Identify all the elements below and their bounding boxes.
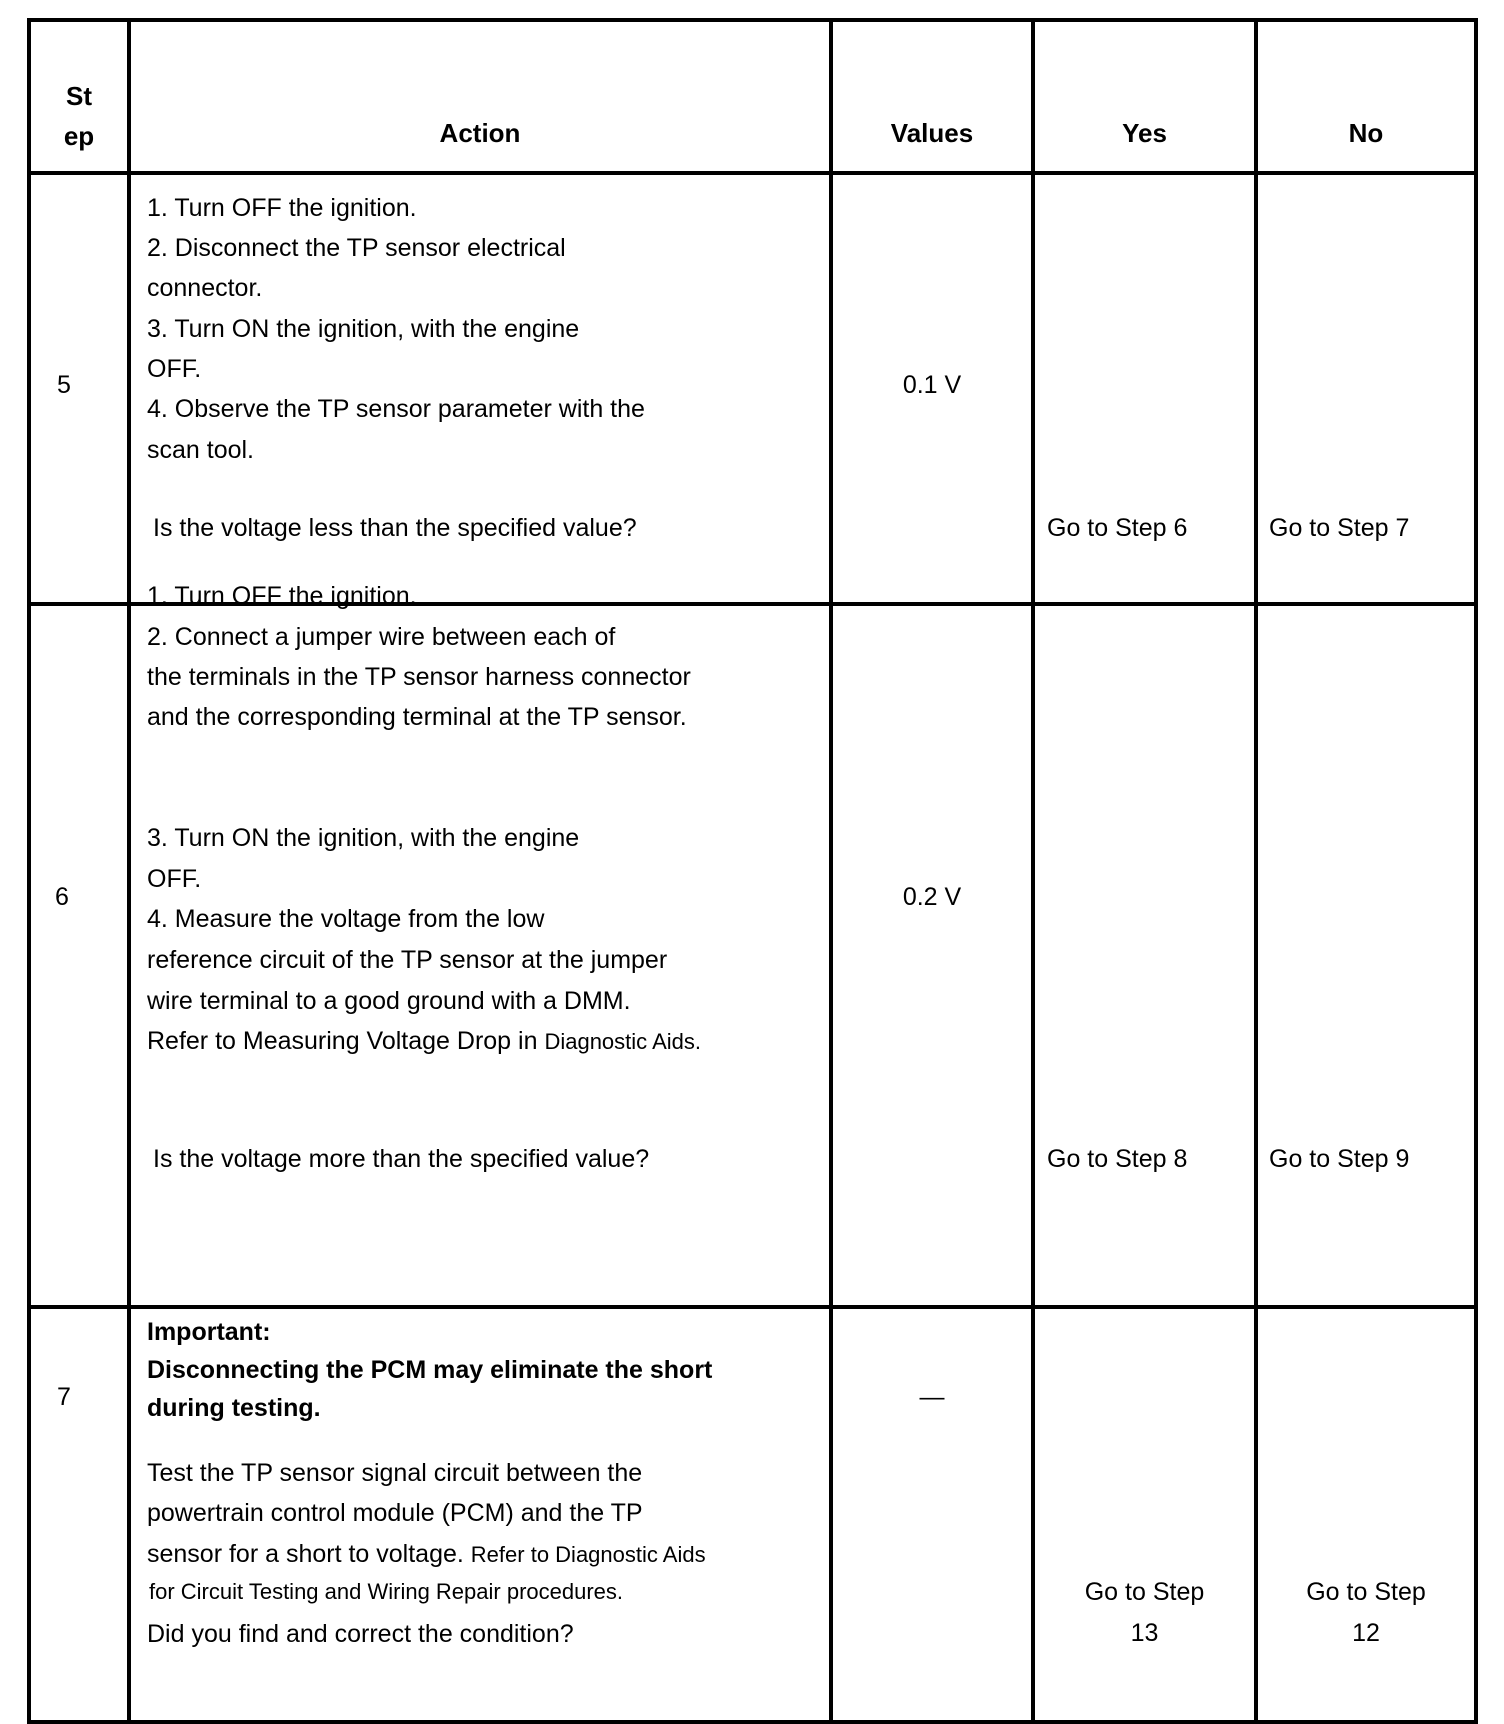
question-text: Is the voltage more than the specified value?: [153, 1145, 650, 1173]
action-line: [147, 1019, 701, 1064]
header-values: Values: [890, 118, 974, 148]
diagnostic-table: [27, 18, 1478, 1724]
row-divider: [27, 1305, 1478, 1309]
action-line: and the corresponding terminal at the TP sensor.: [147, 703, 687, 731]
action-line: 2. Connect a jumper wire between each of: [147, 623, 616, 651]
table-border-right: [1474, 18, 1478, 1724]
action-line: powertrain control module (PCM) and the TP: [147, 1499, 643, 1527]
action-line: the terminals in the TP sensor harness connector: [147, 663, 691, 691]
yes-cell-line: 13: [1130, 1619, 1159, 1647]
diagnostic-aids-reference: Refer to Diagnostic Aids: [470, 1542, 706, 1567]
table-border-bottom: [27, 1720, 1478, 1724]
column-divider: [1254, 18, 1258, 1724]
action-line: 1. Turn OFF the ignition.: [147, 194, 417, 222]
question-text: Did you find and correct the condition?: [147, 1620, 574, 1648]
header-step-line: St: [66, 81, 92, 111]
action-line-text: Refer to Measuring Voltage Drop in: [147, 1027, 538, 1055]
header-divider: [27, 171, 1478, 175]
step-number: 6: [55, 883, 69, 911]
value-cell: 0.2 V: [902, 883, 962, 911]
table-border-left: [27, 18, 31, 1724]
important-label: Important:: [147, 1318, 271, 1346]
step-number: 5: [57, 371, 71, 399]
header-no: No: [1348, 118, 1384, 148]
yes-cell-line: Go to Step: [1084, 1578, 1205, 1606]
header-action: Action: [439, 118, 521, 148]
yes-cell: Go to Step 6: [1047, 514, 1188, 542]
action-line: 4. Observe the TP sensor parameter with the: [147, 395, 645, 423]
action-line: 3. Turn ON the ignition, with the engine: [147, 824, 580, 852]
action-line: OFF.: [147, 865, 202, 893]
column-divider: [127, 18, 131, 1724]
action-line: 4. Measure the voltage from the low: [147, 905, 545, 933]
header-yes: Yes: [1122, 118, 1167, 148]
column-divider: [1031, 18, 1035, 1724]
value-cell: 0.1 V: [902, 371, 962, 399]
action-line: 1. Turn OFF the ignition.: [147, 582, 417, 610]
action-line: connector.: [147, 274, 263, 302]
no-cell: Go to Step 9: [1269, 1145, 1410, 1173]
action-line-text: sensor for a short to voltage.: [147, 1540, 464, 1568]
action-line: reference circuit of the TP sensor at the jumper: [147, 946, 668, 974]
important-line: during testing.: [147, 1394, 321, 1422]
question-text: Is the voltage less than the specified value?: [153, 514, 637, 542]
action-line: for Circuit Testing and Wiring Repair procedures.: [149, 1579, 624, 1604]
table-border-top: [27, 18, 1478, 22]
action-line: 3. Turn ON the ignition, with the engine: [147, 315, 580, 343]
no-cell-line: Go to Step: [1306, 1578, 1426, 1606]
diagnostic-aids-reference: Diagnostic Aids.: [544, 1029, 701, 1054]
action-line: 2. Disconnect the TP sensor electrical: [147, 234, 566, 262]
yes-cell: Go to Step 8: [1047, 1145, 1188, 1173]
no-cell-line: 12: [1352, 1619, 1380, 1647]
header-step-line: ep: [63, 121, 95, 151]
no-cell: Go to Step 7: [1269, 514, 1410, 542]
column-divider: [829, 18, 833, 1724]
value-cell: —: [919, 1383, 945, 1411]
yes-cell: [1035, 1572, 1254, 1654]
action-line: wire terminal to a good ground with a DMM.: [147, 987, 631, 1015]
action-line: Test the TP sensor signal circuit between the: [147, 1459, 643, 1487]
action-line: OFF.: [147, 355, 202, 383]
no-cell: [1258, 1572, 1474, 1654]
header-step: [31, 76, 127, 156]
action-line: scan tool.: [147, 436, 255, 464]
important-line: Disconnecting the PCM may eliminate the short: [147, 1356, 713, 1384]
step-number: 7: [57, 1383, 71, 1411]
